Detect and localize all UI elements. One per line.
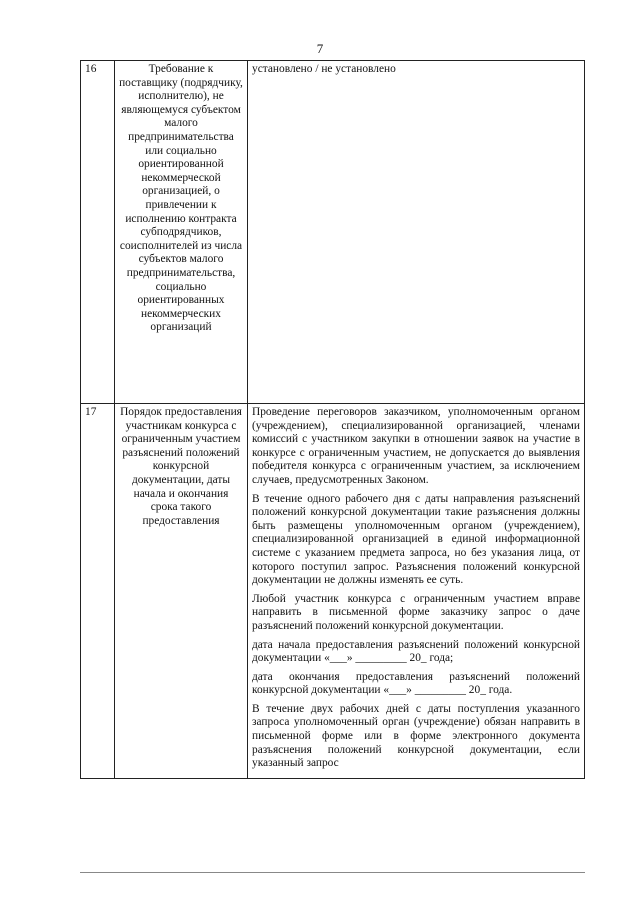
paragraph: В течение двух рабочих дней с даты поступления указанного запроса уполномоченный орган (учреждение) обязан направить в письменной форме или в форме электронного документа разъяснения положений конкурсной документации, если указанный запрос [252, 702, 580, 770]
row-title: Требование к поставщику (подрядчику, исполнителю), не являющемуся субъектом малого предпринимательства или социально ориентированной некоммерческой организацией, о привлечении к исполнению контракта субподрядчиков, соисполнителей из числа субъектов малого предпринимательства, социально ориентированных некоммерческих организаций [115, 61, 248, 404]
row-number: 17 [81, 404, 115, 779]
page-number: 7 [316, 41, 324, 56]
table-row [81, 61, 585, 404]
paragraph: дата начала предоставления разъяснений положений конкурсной документации «___» _________ 20_ года; [252, 638, 580, 665]
requirements-table [80, 60, 585, 779]
row-content [248, 404, 585, 779]
row-title: Порядок предоставления участникам конкурса с ограниченным участием разъяснений положений конкурсной документации, даты начала и окончания срока такого предоставления [115, 404, 248, 779]
row-content [248, 61, 585, 404]
paragraph: Любой участник конкурса с ограниченным участием вправе направить в письменной форме заказчику запрос о даче разъяснений положений конкурсной документации. [252, 592, 580, 632]
paragraph: дата окончания предоставления разъяснений положений конкурсной документации «___» _________ 20_ года. [252, 670, 580, 697]
paragraph: установлено / не установлено [252, 63, 396, 75]
page-bottom-rule [80, 872, 585, 873]
row-number: 16 [81, 61, 115, 404]
table-row [81, 404, 585, 779]
paragraph: Проведение переговоров заказчиком, уполномоченным органом (учреждением), специализированной организацией, членами комиссий с участником закупки в отношении заявок на участие в конкурсе с ограниченным участием, не допускается до выявления победителя конкурса с ограниченным участием, за исключением случаев, предусмотренных Законом. [252, 406, 580, 486]
paragraph: В течение одного рабочего дня с даты направления разъяснений положений конкурсной документации такие разъяснения должны быть размещены уполномоченным органом (учреждением), специализированной организацией в единой информационной системе с указанием предмета запроса, но без указания лица, от которого поступил запрос. Разъяснения положений конкурсной документации не должны изменять ее суть. [252, 492, 580, 587]
